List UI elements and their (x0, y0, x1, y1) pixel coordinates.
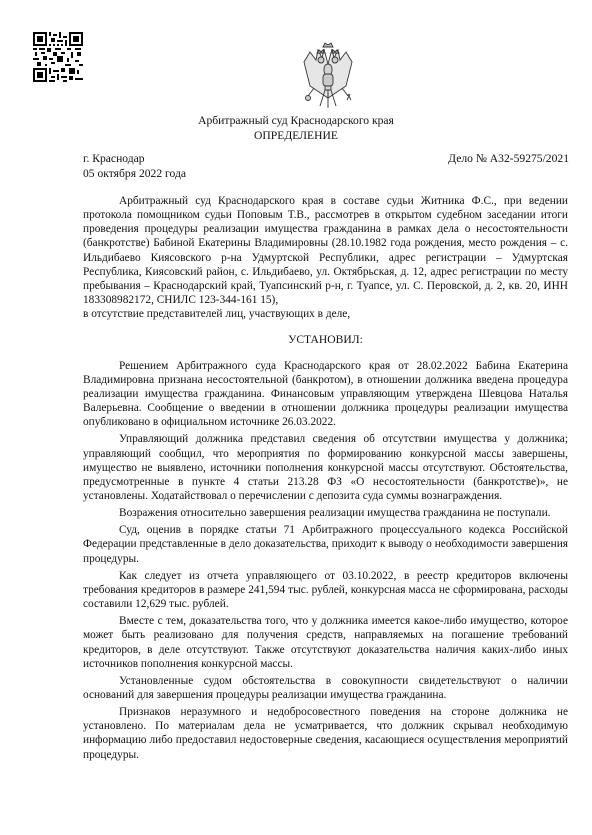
paragraph: Управляющий должника представил сведения об отсутствии имущества у должника; управляющий сообщил, что мероприятия по формированию конкурсной массы завершены, имущество не выявлено, источники пополнения конкурсной массы отсутствуют. Обстоятельства, предусмотренные в пункте 4 статьи 213.28 ФЗ «О несостоятельности (банкротстве)», не установлены. Ходатайствовал о перечислении с депозита суда суммы вознаграждения. (83, 433, 568, 502)
document-date: 05 октября 2022 года (83, 167, 187, 180)
paragraph: Решением Арбитражного суда Краснодарского края от 28.02.2022 Бабина Екатерина Владимировна признана несостоятельной (банкротом), в отношении должника введена процедура реализации имущества гражданина. Финансовым управляющим утверждена Шевцова Наталья Валерьевна. Сообщение о введении в отношении должника процедуры реализации имущества опубликовано в официальном источнике 26.03.2022. (83, 359, 568, 429)
paragraph: Суд, оценив в порядке статьи 71 Арбитражного процессуального кодекса Российской Федерации представленные в дело доказательства, приходит к выводу о необходимости завершения процедуры. (83, 524, 568, 565)
paragraph: Установленные судом обстоятельства в совокупности свидетельствуют о наличии оснований для завершения процедуры реализации имущества гражданина. (83, 674, 568, 701)
absence-paragraph: в отсутствие представителей лиц, участвующих в деле, (83, 308, 351, 321)
paragraph: Возражения относительно завершения реализации имущества гражданина не поступали. (119, 507, 551, 520)
paragraph: Как следует из отчета управляющего от 03.10.2022, в реестр кредиторов включены требования кредиторов в размере 241,594 тыс. рублей, конкурсная масса не сформирована, расходы составили 12,629 тыс. рублей. (83, 569, 568, 611)
paragraph: Вместе с тем, доказательства того, что у должника имеется какое-либо имущество, которое может быть реализовано для получения средств, направляемых на погашение требований кредиторов, в деле отсутствуют. Также отсутствуют доказательства наличия каких-либо иных источников пополнения конкурсной массы. (83, 615, 568, 670)
court-name: Арбитражный суд Краснодарского края (198, 114, 394, 127)
russian-coat-of-arms-icon (296, 40, 360, 112)
section-heading: УСТАНОВИЛ: (288, 333, 363, 347)
document-type: ОПРЕДЕЛЕНИЕ (254, 129, 338, 142)
city: г. Краснодар (83, 152, 145, 165)
court-header (0, 113, 592, 143)
place-and-date (83, 151, 186, 181)
qr-code-icon (33, 32, 83, 82)
intro-paragraph: Арбитражный суд Краснодарского края в составе судьи Житника Ф.С., при ведении протокола помощником судьи Поповым Т.В., рассмотрев в открытом судебном заседании итоги проведения процедуры реализации имущества гражданина в рамках дела о несостоятельности (банкротстве) Бабиной Екатерины Владимировны (28.10.1982 года рождения, место рождения – с. Ильдибаево Киясовского р-на Удмуртской Республики, адрес регистрации – Удмуртская Республика, Киясовский район, с. Ильдибаево, ул. Октябрьская, д. 12, адрес регистрации по месту пребывания – Краснодарский край, Туапсинский р-н, г. Туапсе, ул. С. Перовской, д. 2, кв. 20, ИНН 183308982172, СНИЛС 123-344-161 15), (83, 195, 568, 307)
document-body (83, 194, 568, 762)
paragraph: Признаков неразумного и недобросовестного поведения на стороне должника не установлено. По материалам дела не усматривается, что должник скрывал необходимую информацию либо предоставил недостоверные сведения, касающиеся осуществления мероприятий процедуры. (83, 706, 568, 761)
case-number: Дело № А32-59275/2021 (448, 152, 569, 165)
